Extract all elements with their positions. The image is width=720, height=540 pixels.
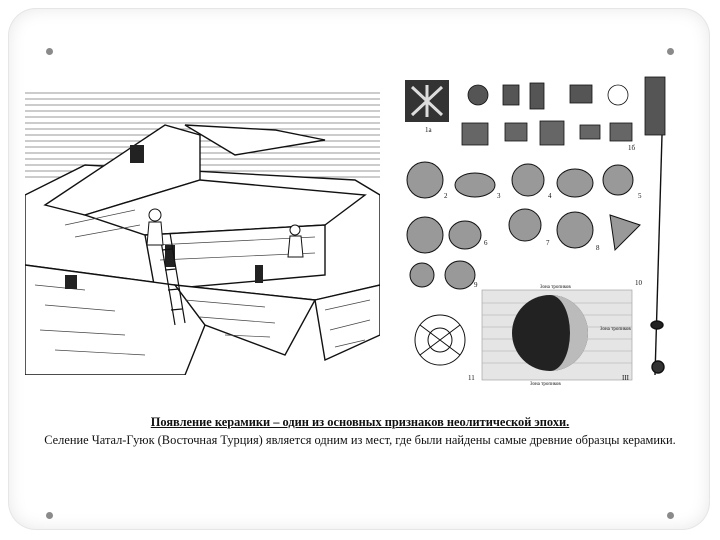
label-2: 2 <box>444 192 448 200</box>
label-8: 8 <box>596 244 600 252</box>
corner-dot-bottom-right <box>667 512 674 519</box>
spindle-whorls <box>407 162 640 289</box>
label-7: 7 <box>546 239 550 247</box>
label-6: 6 <box>484 239 488 247</box>
caption-title: Появление керамики – один из основных признаков неолитической эпохи. <box>150 415 570 429</box>
dwelling-reconstruction-drawing <box>25 85 380 375</box>
stamp-seals-row <box>468 77 665 135</box>
artifacts-svg <box>400 75 672 387</box>
dwelling-walls <box>25 125 380 375</box>
corner-dot-top-right <box>667 48 674 55</box>
label-3: 3 <box>497 192 501 200</box>
stamp-seals-row-2 <box>462 121 632 145</box>
ornament-circle <box>415 315 465 365</box>
corner-dot-top-left <box>46 48 53 55</box>
spindle-rod <box>651 135 664 375</box>
globe-label-top: Зона тропиков <box>540 285 571 290</box>
globe-label-bottom: Зона тропиков <box>530 382 561 387</box>
globe-label-side: Зона тропиков <box>600 327 631 332</box>
slide-caption <box>40 413 680 449</box>
label-5: 5 <box>638 192 642 200</box>
dwelling-drawing-svg <box>25 85 380 375</box>
label-10: 10 <box>635 279 642 287</box>
caption-text: Селение Чатал-Гуюк (Восточная Турция) является одним из мест, где были найдены самые древние образцы керамики. <box>44 433 676 447</box>
label-1b: 1б <box>628 144 636 152</box>
pottery-artifacts-plate <box>400 75 672 387</box>
label-11: 11 <box>468 374 475 382</box>
label-9: 9 <box>474 281 478 289</box>
label-4: 4 <box>548 192 552 200</box>
label-iii: III <box>622 374 629 382</box>
label-1a: 1а <box>425 126 432 134</box>
corner-dot-bottom-left <box>46 512 53 519</box>
